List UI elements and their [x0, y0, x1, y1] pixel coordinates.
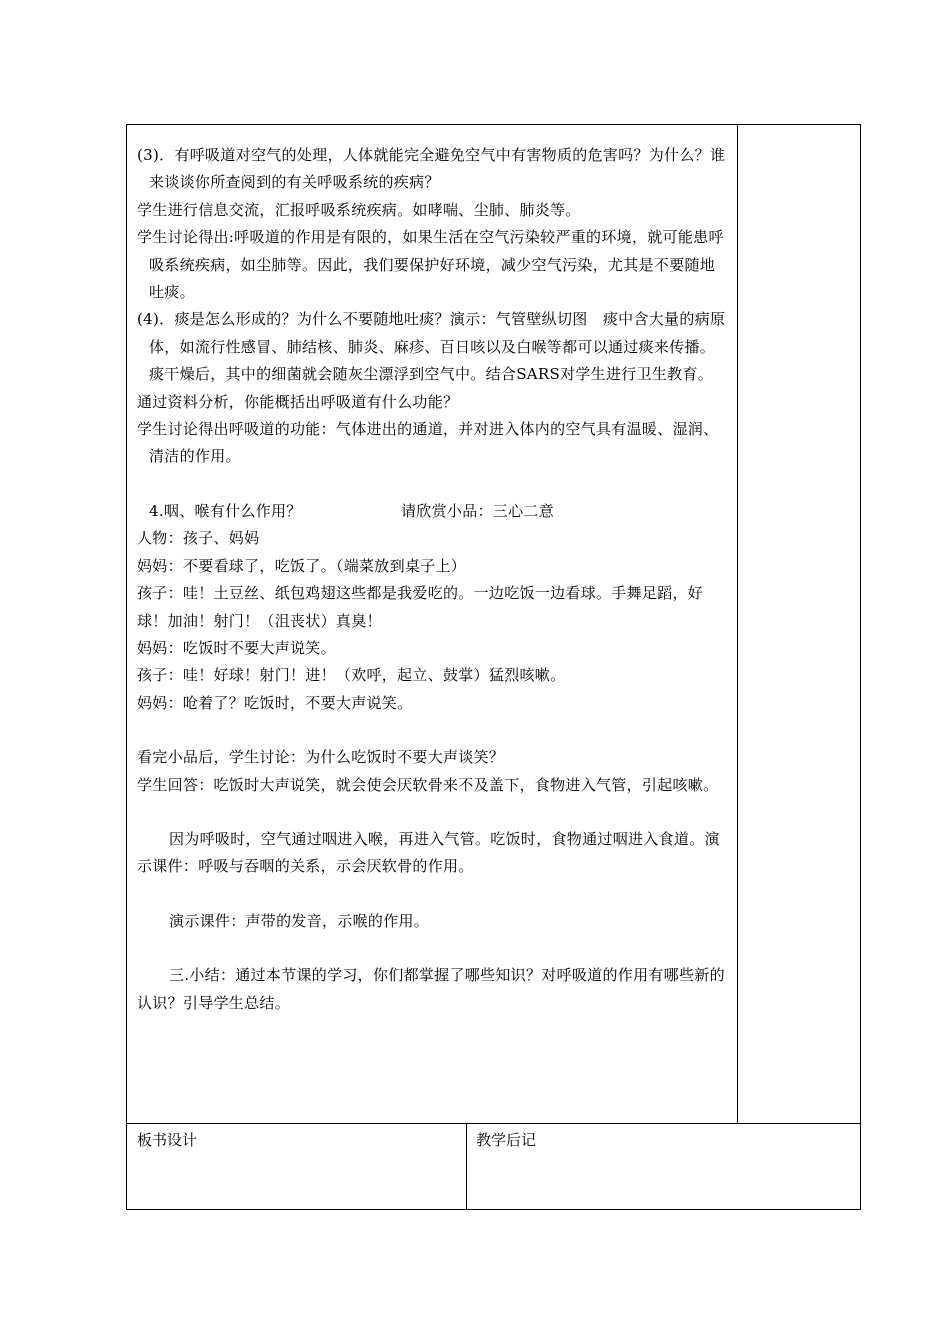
skit-line: 妈妈：不要看球了，吃饭了。（端菜放到桌子上）	[137, 556, 467, 575]
paragraph-student-answer: 学生回答：吃饭时大声说笑，就会使会厌软骨来不及盖下，食物进入气管，引起咳嗽。	[137, 775, 719, 794]
paragraph-analysis: 通过资料分析，你能概括出呼吸道有什么功能？	[137, 392, 459, 411]
table-column-divider	[737, 124, 738, 1124]
skit-line: 孩子：哇！好球！射门！进！（欢呼，起立、鼓掌）猛烈咳嗽。	[137, 666, 566, 685]
question-4: (4)．痰是怎么形成的？为什么不要随地吐痰？演示：气管壁纵切图 痰中含大量的病原体，如流行性感冒、肺结核、肺炎、麻疹、百日咳以及白喉等都可以通过痰来传播。痰干燥后，其中的细菌就会随灰尘漂浮到空气中。结合SARS对学生进行卫生教育。	[137, 310, 726, 384]
table-row-divider	[126, 1123, 861, 1124]
skit-title: 请欣赏小品：三心二意	[401, 501, 555, 520]
skit-line: 妈妈：呛着了？吃饭时，不要大声说笑。	[137, 693, 413, 712]
skit-line: 妈妈：吃饭时不要大声说笑。	[137, 638, 336, 657]
question-3: (3)．有呼吸道对空气的处理，人体就能完全避免空气中有害物质的危害吗？为什么？谁来谈谈你所查阅到的有关呼吸系统的疾病？	[137, 146, 726, 192]
footer-column-divider	[466, 1123, 467, 1210]
section-4-heading	[137, 498, 727, 525]
skit-characters: 人物：孩子、妈妈	[137, 529, 260, 548]
lesson-content	[137, 142, 727, 1017]
paragraph-after-skit: 看完小品后，学生讨论：为什么吃饭时不要大声谈笑？	[137, 748, 505, 767]
board-design-label: 板书设计	[137, 1131, 198, 1149]
paragraph-discussion-1: 学生讨论得出:呼吸道的作用是有限的，如果生活在空气污染较严重的环境，就可能患呼吸系统疾病，如尘肺等。因此，我们要保护好环境，减少空气污染，尤其是不要随地吐痰。	[137, 228, 724, 302]
paragraph-exchange: 学生进行信息交流，汇报呼吸系统疾病。如哮喘、尘肺、肺炎等。	[137, 200, 581, 219]
teaching-notes-label: 教学后记	[476, 1131, 537, 1149]
section-4-title: 4.咽、喉有什么作用？	[149, 501, 302, 520]
paragraph-explanation: 因为呼吸时，空气通过咽进入喉，再进入气管。吃饭时，食物通过咽进入食道。演示课件：呼吸与吞咽的关系，示会厌软骨的作用。	[137, 829, 720, 876]
paragraph-discussion-2: 学生讨论得出呼吸道的功能：气体进出的通道，并对进入体内的空气具有温暖、湿润、清洁的作用。	[137, 420, 719, 466]
paragraph-demo: 演示课件：声带的发音，示喉的作用。	[169, 911, 430, 930]
paragraph-summary: 三.小结：通过本节课的学习，你们都掌握了哪些知识？对呼吸道的作用有哪些新的认识？引导学生总结。	[137, 966, 725, 1012]
skit-line: 孩子：哇！土豆丝、纸包鸡翅这些都是我爱吃的。一边吃饭一边看球。手舞足蹈，好球！加油！射门！（沮丧状）真臭！	[137, 584, 704, 630]
